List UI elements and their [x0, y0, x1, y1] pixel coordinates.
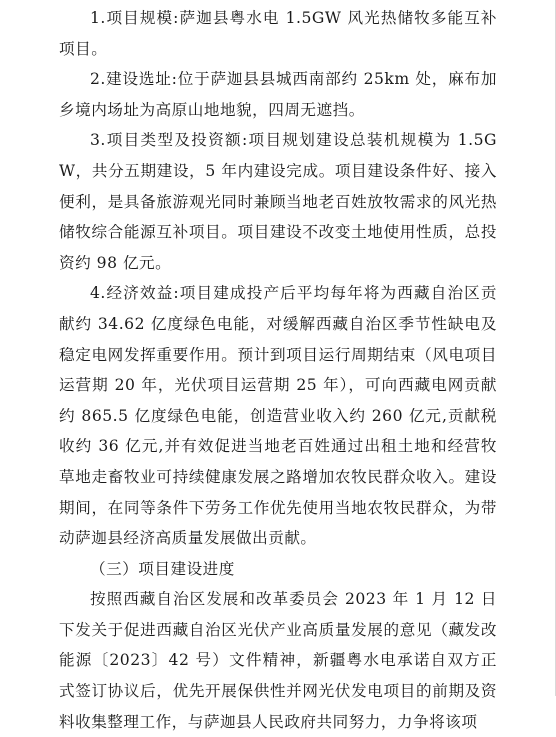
paragraph-schedule: 按照西藏自治区发展和改革委员会 2023 年 1 月 12 日下发关于促进西藏自治区光伏产业高质量发展的意见（藏发改能源〔2023〕42 号）文件精神，新疆粤水电承诺自双方正式签订协议后，优先开展保供性并网光伏发电项目的前期及资料收集整理工作，与萨迦县人民政府共同努力，力争将该项 — [59, 590, 497, 731]
paragraph-economic-benefit: 4.经济效益:项目建成投产后平均每年将为西藏自治区贡献约 34.62 亿度绿色电能，对缓解西藏自治区季节性缺电及稳定电网发挥重要作用。预计到项目运行周期结束（风电项目运营期 20 年，光伏项目运营期 25 年），可向西藏电网贡献约 865.5 亿度绿色电能，创造营业收入约 260 亿元,贡献税收约 36 亿元,并有效促进当地老百姓通过出租土地和经营牧草地走畜牧业可持续健康发展之路增加农牧民群众收入。建设期间，在同等条件下劳务工作优先使用当地农牧民群众，为带动萨迦县经济高质量发展做出贡献。 — [59, 284, 497, 548]
paragraph-site-location: 2.建设选址:位于萨迦县县城西南部约 25km 处，麻布加乡境内场址为高原山地地貌，四周无遮挡。 — [59, 70, 497, 119]
paragraph-project-scale: 1.项目规模:萨迦县粤水电 1.5GW 风光热储牧多能互补项目。 — [59, 9, 497, 58]
paragraph-project-type-investment: 3.项目类型及投资额:项目规划建设总装机规模为 1.5GW，共分五期建设，5 年内建设完成。项目建设条件好、接入便利，是具备旅游观光同时兼顾当地老百姓放牧需求的风光热储牧综合能源互补项目。项目建设不改变土地使用性质，总投资约 98 亿元。 — [59, 131, 497, 272]
section-heading-schedule: （三）项目建设进度 — [90, 559, 235, 578]
